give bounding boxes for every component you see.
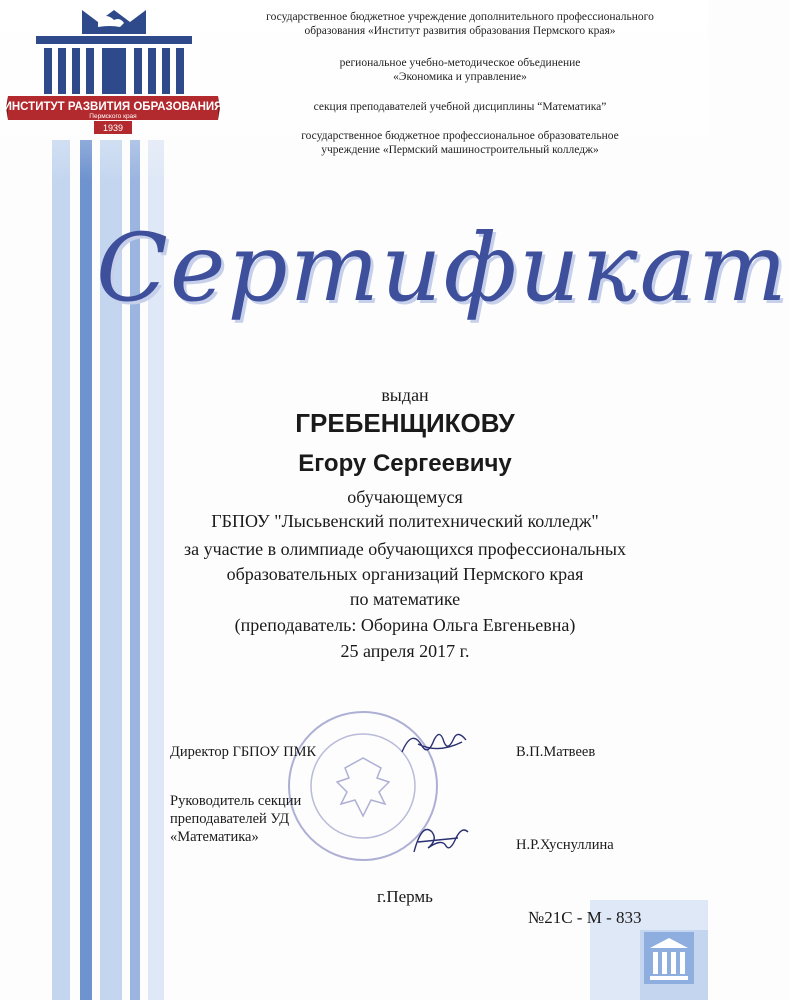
logo-name: ИНСТИТУТ РАЗВИТИЯ ОБРАЗОВАНИЯ [3, 101, 223, 113]
director-title: Директор ГБПОУ ПМК [170, 744, 317, 760]
section-head-title [170, 792, 301, 846]
certificate-title: Сертификат [96, 214, 789, 323]
org-umo [225, 56, 695, 84]
college-emblem-icon [644, 932, 694, 984]
org-section-line1: секция преподавателей учебной дисциплины “Математика” [313, 101, 607, 113]
org-section [225, 100, 695, 114]
director-signature [398, 722, 472, 770]
issue-date: 25 апреля 2017 г. [340, 641, 470, 661]
org-ipk-line1: государственное бюджетное учреждение дополнительного профессионального [266, 11, 654, 23]
teacher-line: (преподаватель: Оборина Ольга Евгеньевна) [234, 615, 576, 635]
head-signature [408, 812, 474, 864]
reason-line2: образовательных организаций Пермского края [226, 564, 584, 584]
org-ipk-line2: образования «Институт развития образования Пермского края» [304, 25, 616, 37]
coat-of-arms-icon [337, 758, 389, 816]
logo-region: Пермского края [89, 113, 137, 120]
org-college [225, 129, 695, 157]
recipient-name: Егору Сергеевичу [298, 450, 512, 477]
section-head-name: Н.Р.Хуснуллина [516, 837, 614, 853]
section-head-line1: Руководитель секции [170, 793, 302, 809]
org-umo-line2: «Экономика и управление» [393, 71, 527, 83]
recipient-status: обучающемуся [347, 487, 463, 507]
reason-line1: за участие в олимпиаде обучающихся профессиональных [183, 539, 627, 559]
org-ipk [225, 10, 695, 38]
section-head-line3: «Математика» [170, 829, 259, 845]
city: г.Пермь [377, 887, 433, 906]
institute-logo [3, 6, 223, 140]
org-college-line2: учреждение «Пермский машиностроительный колледж» [321, 144, 599, 156]
org-college-line1: государственное бюджетное профессиональное образовательное [301, 130, 619, 142]
reason-line3: по математике [349, 589, 461, 609]
recipient-college: ГБПОУ "Лысьвенский политехнический колледж" [211, 511, 599, 531]
certificate-number: №21С - М - 833 [528, 908, 642, 927]
recipient-surname: ГРЕБЕНЩИКОВУ [295, 408, 515, 438]
director-name: В.П.Матвеев [516, 744, 596, 760]
org-umo-line1: региональное учебно-методическое объединение [339, 57, 581, 69]
logo-year: 1939 [102, 123, 124, 133]
issued-label: выдан [381, 385, 429, 405]
section-head-line2: преподавателей УД [170, 811, 290, 827]
